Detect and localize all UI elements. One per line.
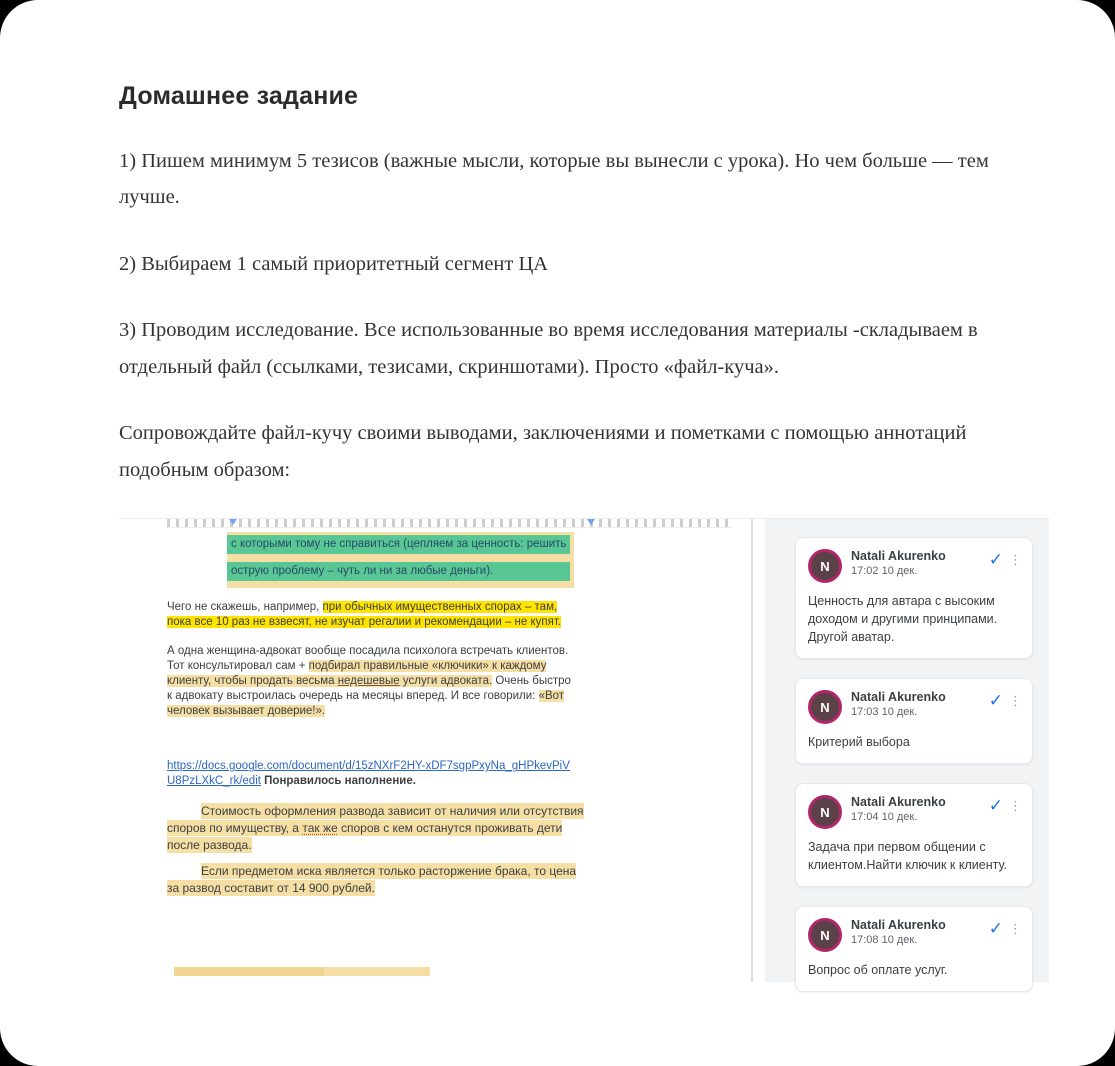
comment-author-block (851, 795, 989, 824)
comment-author-block (851, 918, 989, 947)
cursor-caret-icon (229, 519, 237, 525)
comment-text: Вопрос об оплате услуг. (808, 963, 948, 978)
comment-timestamp: 17:02 10 дек. (851, 565, 918, 578)
comment-card[interactable] (795, 678, 1033, 764)
avatar: N (808, 549, 842, 583)
comment-timestamp: 17:04 10 дек. (851, 811, 918, 824)
comment-header (808, 690, 1022, 724)
comment-header (808, 795, 1022, 829)
more-options-icon[interactable]: ⋮ (1009, 921, 1022, 937)
clipped-highlight-row (174, 967, 430, 976)
comment-author-name: Natali Akurenko (851, 549, 946, 564)
comment-author-block (851, 549, 989, 578)
annotated-doc-screenshot[interactable] (119, 518, 1049, 982)
avatar: N (808, 918, 842, 952)
resolve-check-icon[interactable]: ✓ (988, 919, 1003, 939)
page-title: Домашнее задание (119, 82, 359, 110)
plain-text: А одна женщина-адвокат вообще посадила психолога встречать клиентов. Тот консультировал сам + (167, 645, 569, 673)
comment-text: Задача при первом общении с клиентом.Найти ключик к клиенту. (808, 840, 1007, 873)
comment-author-block (851, 690, 989, 719)
clipped-text-row (167, 519, 732, 528)
cursor-caret-icon (587, 519, 595, 525)
comment-header (808, 549, 1022, 583)
yellow-highlight-text: при обычных имущественных спорах – там, пока все 10 раз не взвесят, не изучат регалии и рекомендации – не купят. (167, 601, 562, 629)
more-options-icon[interactable]: ⋮ (1009, 693, 1022, 709)
homework-note: Сопровождайте файл-кучу своими выводами, заключениями и пометками с помощью аннотаций подобным образом: (119, 422, 967, 481)
gdoc-page-gutter (753, 519, 765, 982)
cream-highlight-text: Если предметом иска является только расторжение брака, то цена за развод составит от 14 900 рублей. (167, 864, 577, 896)
more-options-icon[interactable]: ⋮ (1009, 552, 1022, 568)
comment-card[interactable] (795, 906, 1033, 992)
avatar: N (808, 795, 842, 829)
gdoc-document-link[interactable]: https://docs.google.com/document/d/15zNXrF2HY-xDF7sgpPxyNa_gHPkevPiVU8PzLXkC_rk/edit (167, 760, 570, 788)
green-highlight-line: острую проблему – чуть ли ни за любые деньги). (227, 562, 570, 581)
more-options-icon[interactable]: ⋮ (1009, 798, 1022, 814)
comments-sidebar (765, 519, 1049, 982)
homework-step-3: 3) Проводим исследование. Все использованные во время исследования материалы -складываем в отдельный файл (ссылками, тезисами, скриншотами). Просто «файл-куча». (119, 319, 978, 378)
plain-text: споров с кем останутся проживать дети после развода. (167, 821, 563, 853)
avatar: N (808, 690, 842, 724)
comment-header (808, 918, 1022, 952)
resolve-check-icon[interactable]: ✓ (988, 550, 1003, 570)
cream-highlight-text (167, 803, 584, 853)
gdoc-text-column (119, 532, 584, 897)
cream-highlight-text: услуги адвоката. (399, 675, 493, 688)
comment-author-name: Natali Akurenko (851, 690, 946, 705)
homework-step-2: 2) Выбираем 1 самый приоритетный сегмент ЦА (119, 252, 549, 275)
green-highlight-line: с которыми тому не справиться (цепляем за ценность: решить (227, 535, 570, 554)
gdoc-paragraph-divorce-1 (167, 803, 587, 854)
comment-card[interactable] (795, 783, 1033, 887)
gdoc-paragraph-chego (167, 600, 572, 630)
homework-step-1: 1) Пишем минимум 5 тезисов (важные мысли, которые вы вынесли с урока). Но чем больше — тем лучше. (119, 150, 989, 209)
resolve-check-icon[interactable]: ✓ (988, 796, 1003, 816)
underlined-word: недешевые (337, 675, 400, 688)
link-comment-bold: Понравилось наполнение. (260, 775, 416, 788)
comment-card[interactable] (795, 537, 1033, 659)
cream-highlight-text: «Вот человек вызывает доверие!». (167, 690, 565, 718)
comment-text: Ценность для автара с высоким доходом и другими принципами. Другой аватар. (808, 594, 998, 645)
comment-text: Критерий выбора (808, 735, 910, 750)
comment-timestamp: 17:08 10 дек. (851, 934, 918, 947)
plain-text: Чего не скажешь, например, (167, 601, 323, 614)
resolve-check-icon[interactable]: ✓ (988, 691, 1003, 711)
plain-text: Стоимость оформления развода зависит от наличия или отсутствия споров по имуществу, а (167, 804, 584, 836)
plain-text: Очень быстро к адвокату выстроилась очередь на месяцы вперед. И все говорили: (167, 675, 571, 703)
cream-highlight-text: подбирал правильные «ключики» к каждому клиенту, чтобы продать весьма (167, 660, 547, 688)
comment-timestamp: 17:03 10 дек. (851, 706, 918, 719)
gdoc-paragraph-link (167, 759, 572, 789)
gdoc-paragraph-advokat (167, 644, 572, 719)
comment-author-name: Natali Akurenko (851, 918, 946, 933)
spellcheck-word: так же (302, 821, 338, 836)
green-highlight-block (227, 532, 574, 588)
comment-author-name: Natali Akurenko (851, 795, 946, 810)
gdoc-paragraph-divorce-2 (167, 863, 587, 897)
gdoc-page-area (119, 519, 751, 982)
